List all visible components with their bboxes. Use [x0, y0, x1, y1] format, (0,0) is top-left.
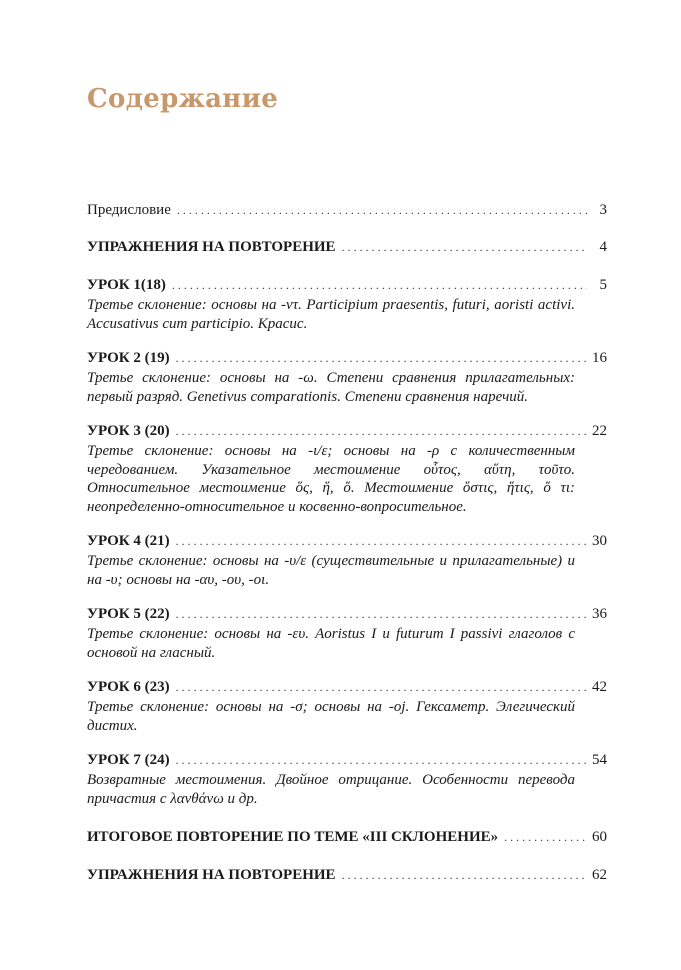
toc-leader-dots [176, 422, 586, 441]
toc-entry-lesson-3 [87, 422, 607, 516]
toc-entry-label: УРОК 5 (22) [87, 606, 170, 622]
toc-page-number: 36 [592, 606, 607, 622]
toc-leader-dots [342, 238, 587, 257]
toc-entry-lesson-7 [87, 751, 607, 808]
toc-entry-description: Третье склонение: основы на -υ/ε (существительные и прилагательные) и на -υ; основы на -αυ, -ου, -οι. [87, 553, 575, 588]
toc-entry-label: УРОК 2 (19) [87, 350, 170, 366]
toc-entry-label: УРОК 4 (21) [87, 533, 170, 549]
toc-leader-dots [172, 276, 587, 295]
toc-entry-final-review [87, 828, 607, 847]
toc-entry-lesson-4 [87, 532, 607, 589]
toc-entry-lesson-6 [87, 678, 607, 735]
toc-entry-description: Третье склонение: основы на -ευ. Aoristus I и futurum I passivi глаголов с основой на гласный. [87, 626, 575, 661]
table-of-contents [87, 201, 607, 903]
toc-page-number: 3 [599, 202, 607, 218]
toc-entry-label: УПРАЖНЕНИЯ НА ПОВТОРЕНИЕ [87, 867, 336, 883]
toc-page-number: 30 [592, 533, 607, 549]
toc-entry-label: ИТОГОВОЕ ПОВТОРЕНИЕ ПО ТЕМЕ «III СКЛОНЕНИЕ» [87, 829, 499, 845]
toc-leader-dots [176, 678, 586, 697]
toc-entry-lesson-5 [87, 605, 607, 662]
toc-page-number: 42 [592, 679, 607, 695]
toc-page-number: 54 [592, 752, 607, 768]
toc-leader-dots [504, 828, 586, 847]
toc-leader-dots [176, 605, 586, 624]
toc-page-number: 5 [599, 277, 607, 293]
toc-entry-lesson-1 [87, 276, 607, 333]
toc-leader-dots [177, 201, 587, 220]
toc-entry-label: УРОК 3 (20) [87, 423, 170, 439]
toc-page-number: 60 [592, 829, 607, 845]
toc-entry-description: Третье склонение: основы на -ω. Степени сравнения прилагательных: первый разряд. Genetivus comparationis. Степени сравнения наречий. [87, 370, 575, 405]
toc-entry-description: Возвратные местоимения. Двойное отрицание. Особенности перевода причастия с λανθάνω и др. [87, 772, 575, 807]
toc-entry-description: Третье склонение: основы на -σ; основы на -οj. Гексаметр. Элегический дистих. [87, 699, 575, 734]
toc-page-number: 4 [599, 239, 607, 255]
toc-leader-dots [176, 532, 586, 551]
toc-leader-dots [176, 349, 586, 368]
toc-entry-lesson-2 [87, 349, 607, 406]
toc-leader-dots [342, 866, 586, 885]
toc-leader-dots [176, 751, 586, 770]
toc-entry-review-1 [87, 238, 607, 257]
toc-entry-description: Третье склонение: основы на -ι/ε; основы на -ρ с количественным чередованием. Указательное местоимение οὗτος, αὕτη, τοῦτο. Относительное местоимение ὅς, ἥ, ὅ. Местоимение ὅστις, ἥτις, ὅ τι: неопределенно-относительное и косвенно-вопросительное. [87, 443, 575, 515]
toc-entry-label: УПРАЖНЕНИЯ НА ПОВТОРЕНИЕ [87, 239, 336, 255]
toc-entry-label: УРОК 1(18) [87, 277, 166, 293]
toc-entry-preface [87, 201, 607, 220]
toc-entry-review-2 [87, 866, 607, 885]
page-title: Содержание [87, 84, 279, 114]
toc-page-number: 22 [592, 423, 607, 439]
toc-page-number: 16 [592, 350, 607, 366]
toc-entry-label: Предисловие [87, 202, 171, 218]
toc-page-number: 62 [592, 867, 607, 883]
toc-entry-label: УРОК 7 (24) [87, 752, 170, 768]
toc-entry-label: УРОК 6 (23) [87, 679, 170, 695]
toc-entry-description: Третье склонение: основы на -ντ. Participium praesentis, futuri, aoristi activi. Accusativus cum participio. Красис. [87, 297, 575, 332]
